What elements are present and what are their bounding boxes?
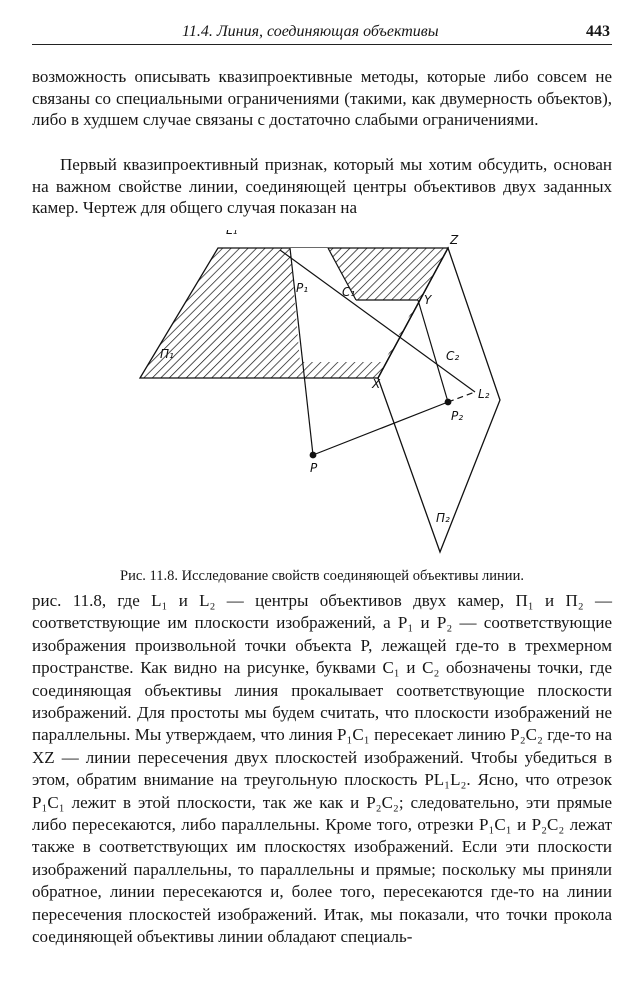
label-c2: C₂	[446, 349, 460, 363]
label-c1: C₁	[342, 285, 356, 299]
label-z: Z	[450, 233, 459, 247]
caption-text: Исследование свойств соединяющей объективы линии.	[181, 568, 524, 584]
paragraph-1: возможность описывать квазипроективные методы, которые либо совсем не связаны со специальными ограничениями (такими, как двумерность объектов), либо в худшем случае связаны с достаточно слабыми ограничениями.	[32, 67, 612, 130]
point-p2	[445, 399, 452, 406]
figure-11-8	[130, 230, 520, 560]
line-p2-y	[418, 300, 448, 402]
line-p2-l2-dashed	[448, 392, 475, 402]
paragraph-3: рис. 11.8, где L₁ и L₂ — центры объективов двух камер, Π₁ и Π₂ — соответствующие им плоскости изображений, а P₁ и P₂ — соответствующие изображения произвольной точки объекта P, лежащей где-то в трехмерном пространстве. Как видно на рисунке, буквами C₁ и C₂ обозначены точки, где соединяющая объективы линия прокалывает соответствующие плоскости изображений. Для простоты мы будем считать, что плоскости изображений не параллельны. Мы утверждаем, что линия P₁C₁ пересекает линию P₂C₂ где-то на XZ — линии пересечения двух плоскостей изображений. Чтобы убедиться в этом, обратим внимание на треугольную плоскость PL₁L₂. Ясно, что отрезок P₁C₁ лежит в этой плоскости, так же как и P₂C₂; следовательно, эти прямые либо пересекаются, либо параллельны. Кроме того, отрезки P₁C₁ и P₂C₂ лежат также в соответствующих им плоскостях изображений. Если эти плоскости изображений параллельны, то параллельны и прямые; поскольку мы приняли обратное, линии пересекаются и, более того, пересекаются где-то на линии пересечения плоскостей изображений. Итак, мы показали, что точки прокола соединяющей объективы линии обладают специаль-	[32, 591, 612, 947]
label-x: X	[372, 377, 381, 391]
point-p	[310, 452, 317, 459]
running-title: 11.4. Линия, соединяющая объективы	[182, 23, 439, 40]
label-l2: L₂	[478, 387, 490, 401]
running-header	[32, 20, 612, 45]
label-p1: P₁	[296, 281, 309, 295]
label-y: Y	[424, 293, 432, 307]
figure-caption	[32, 568, 612, 585]
label-pi2: Π₂	[436, 511, 450, 525]
paragraph-2: Первый квазипроективный признак, который мы хотим обсудить, основан на важном свойстве линии, соединяющей центры объективов двух заданных камер. Чертеж для общего случая показан на	[32, 155, 612, 218]
caption-label: Рис. 11.8.	[120, 568, 179, 584]
lens-line-diagram	[130, 230, 520, 560]
label-l1: L₁	[226, 230, 238, 237]
label-p: P	[310, 461, 318, 475]
label-pi1: Π₁	[160, 347, 174, 361]
page-number: 443	[586, 23, 610, 40]
label-p2: P₂	[451, 409, 464, 423]
line-p-p2	[313, 402, 448, 455]
